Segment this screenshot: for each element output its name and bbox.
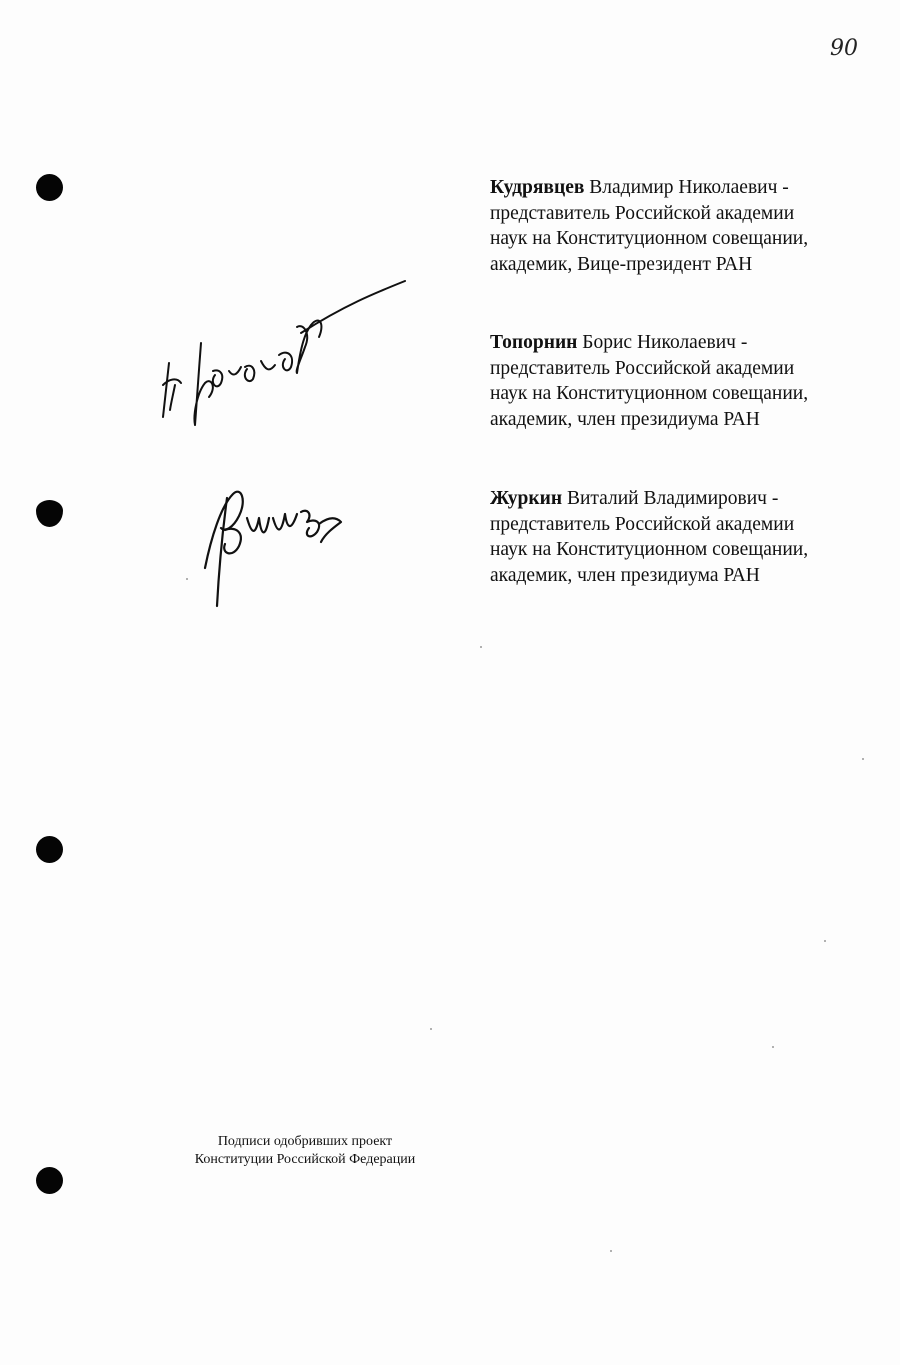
handwritten-signature: [155, 275, 415, 435]
scan-speck: [186, 578, 188, 580]
signatory-given-name: Владимир Николаевич -: [589, 177, 789, 198]
signatory-surname: Топорнин: [490, 332, 578, 353]
binder-hole: [36, 1167, 63, 1194]
signatory-name-line: [490, 486, 890, 512]
signatory-given-name: Борис Николаевич -: [582, 332, 748, 353]
signatory-role-line: наук на Конституционном совещании,: [490, 539, 809, 560]
scan-speck: [824, 940, 826, 942]
page-number: 90: [830, 36, 858, 61]
signatory-role-line: академик, член президиума РАН: [490, 564, 760, 586]
signatory-role-line: наук на Конституционном совещании,: [490, 383, 809, 404]
signatory-surname: Кудрявцев: [490, 177, 585, 198]
signatory-name-line: [490, 330, 890, 356]
caption: [160, 1133, 450, 1169]
signatory-role-line: представитель Российской академии: [490, 202, 795, 224]
signatory-role-line: представитель Российской академии: [490, 357, 795, 379]
signatory-entry: [490, 486, 890, 588]
handwritten-signature: [195, 488, 355, 613]
signatory-role-line: представитель Российской академии: [490, 513, 795, 535]
scan-speck: [772, 1046, 774, 1048]
signatory-entry: [490, 175, 890, 277]
scan-speck: [480, 646, 482, 648]
signatory-role-line: наук на Конституционном совещании,: [490, 228, 809, 249]
caption-line: Подписи одобривших проект: [217, 1134, 393, 1149]
signatory-surname: Журкин: [490, 488, 563, 509]
scan-speck: [430, 1028, 432, 1030]
signatory-role-line: академик, Вице-президент РАН: [490, 253, 753, 275]
scan-speck: [862, 758, 864, 760]
scan-speck: [610, 1250, 612, 1252]
signatory-entry: [490, 330, 890, 432]
binder-hole: [36, 500, 63, 527]
signatory-role-line: академик, член президиума РАН: [490, 408, 760, 430]
binder-hole: [36, 174, 63, 201]
binder-hole: [36, 836, 63, 863]
signatory-given-name: Виталий Владимирович -: [566, 488, 779, 509]
caption-line: Конституции Российской Федерации: [194, 1152, 416, 1167]
signatory-name-line: [490, 175, 890, 201]
